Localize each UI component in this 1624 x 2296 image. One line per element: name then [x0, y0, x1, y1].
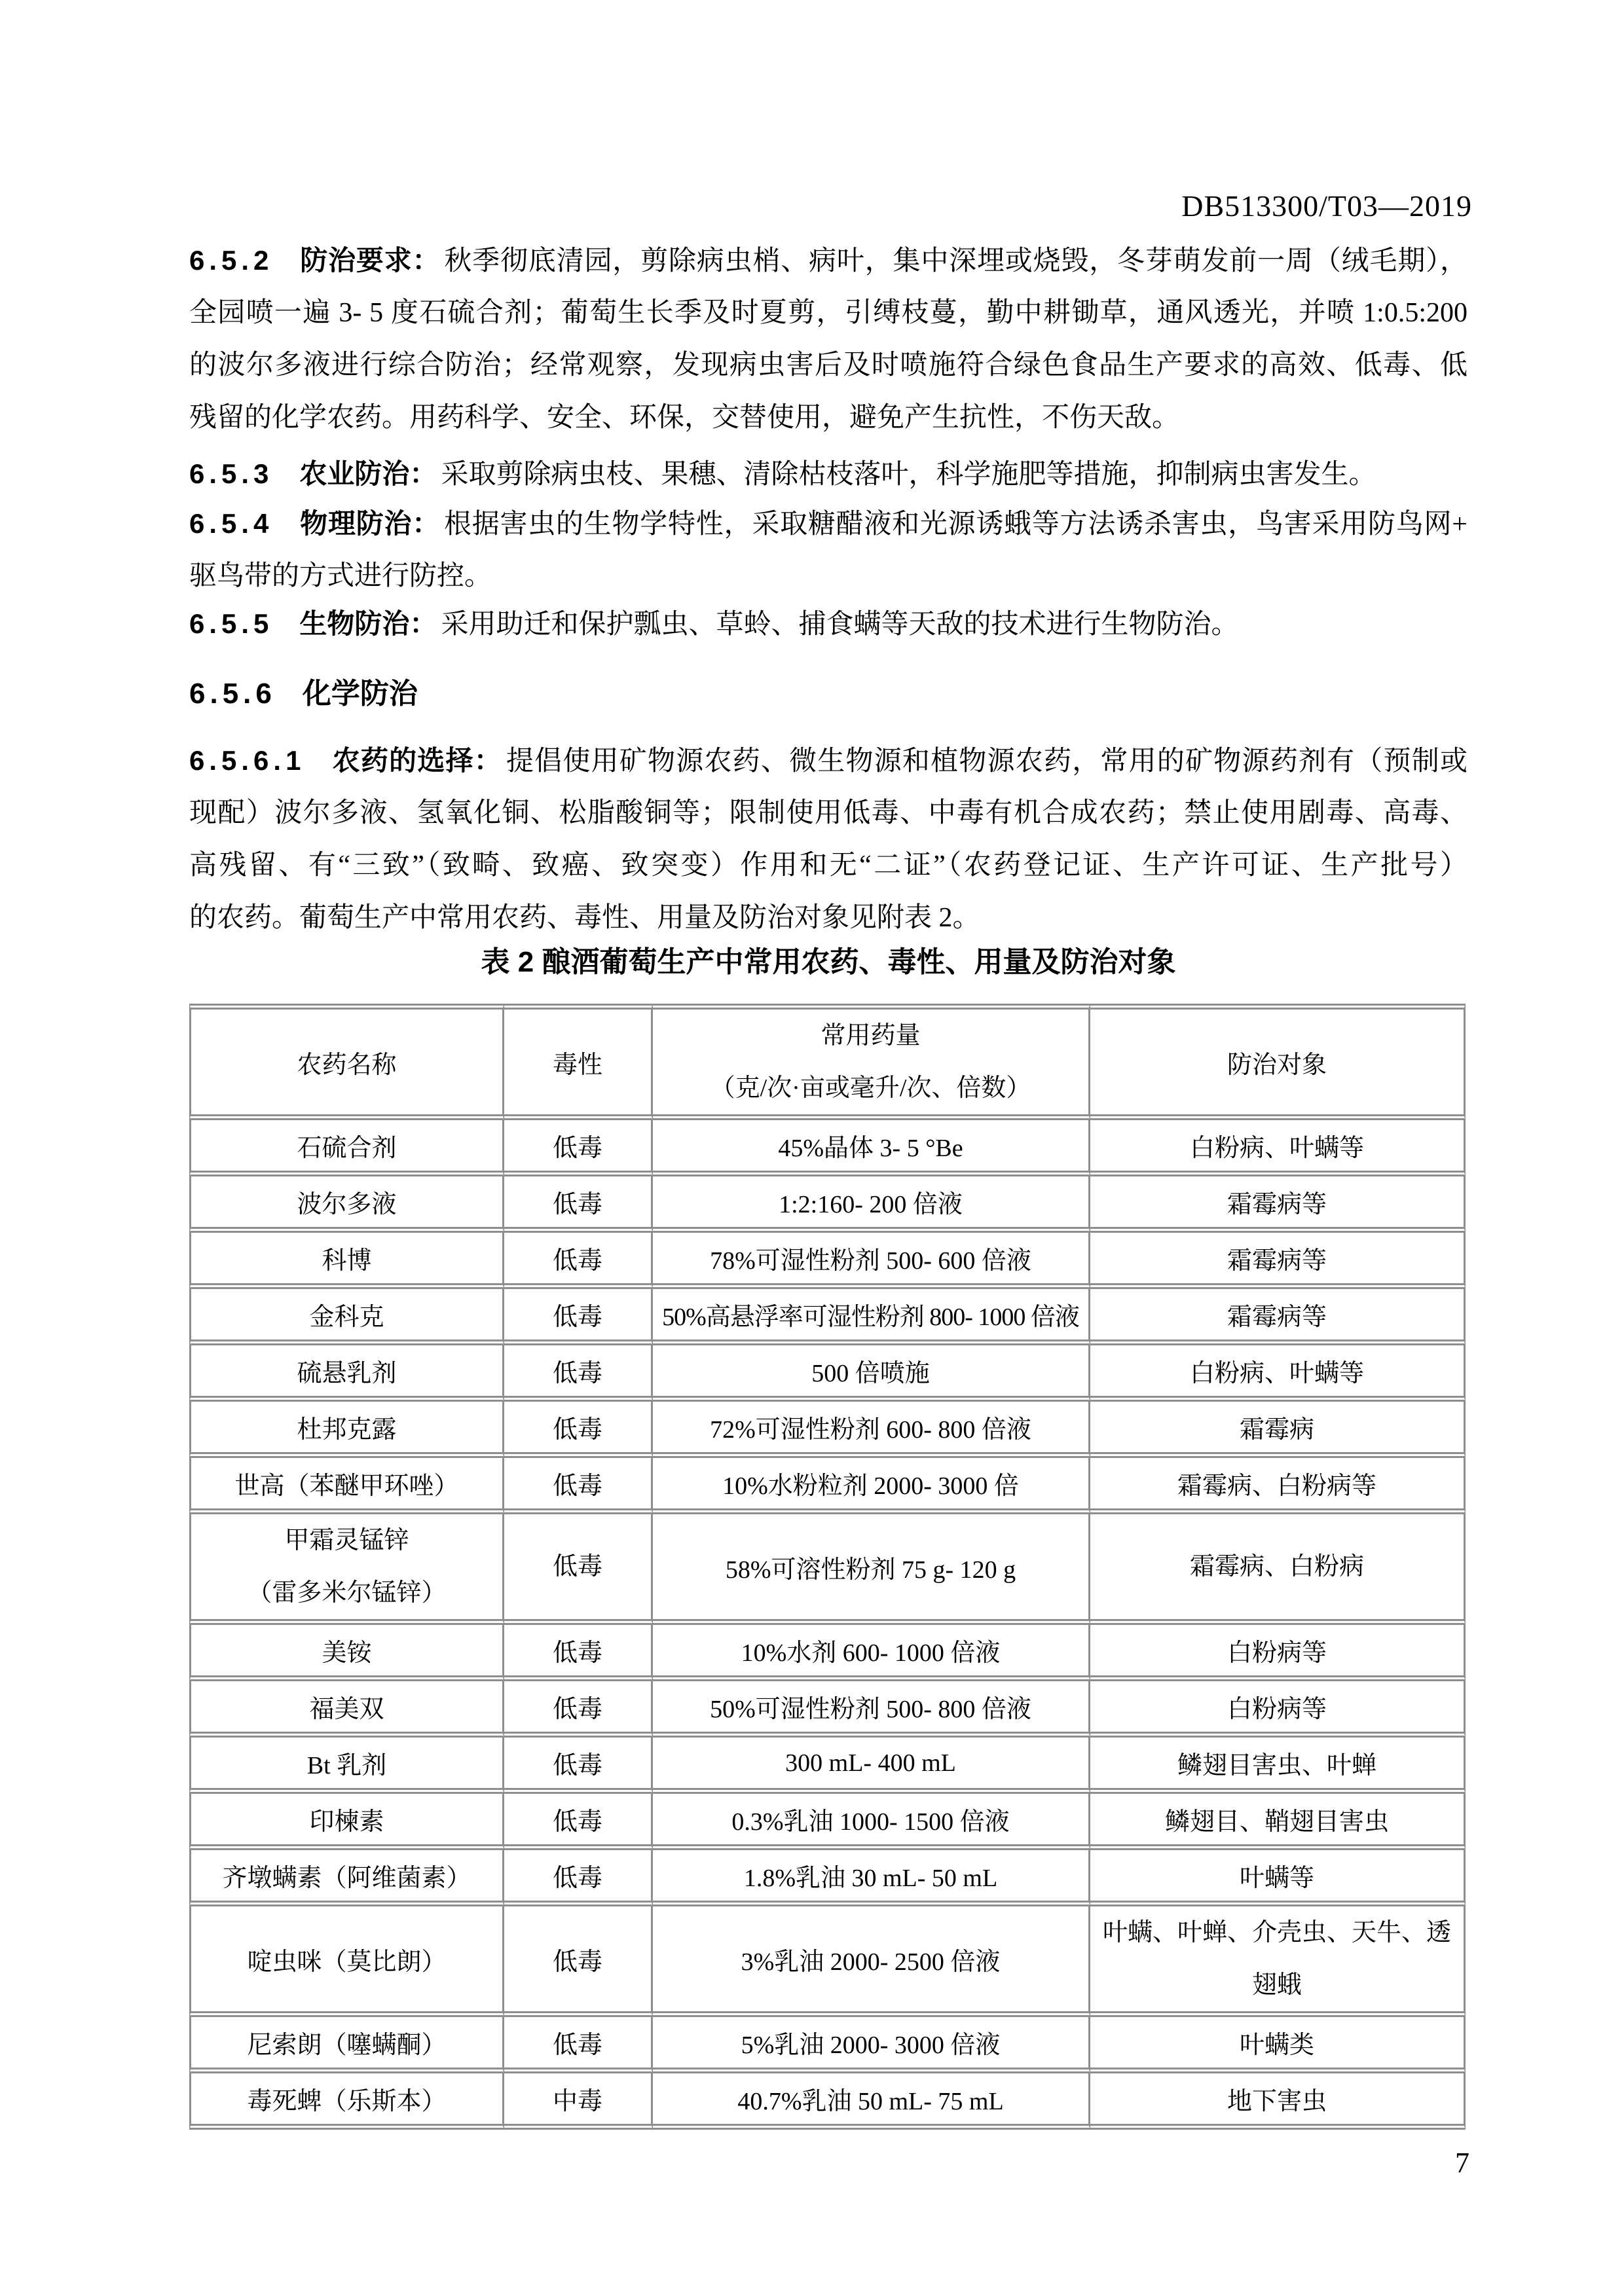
cell-pesticide-name: 波尔多液: [189, 1176, 504, 1233]
cell-pesticide-name: 美铵: [189, 1625, 504, 1681]
dosage-header-note: （克/次·亩或毫升/次、倍数）: [710, 1074, 1031, 1102]
col-pesticide-name: 农药名称: [189, 1004, 504, 1120]
text-line: 6.5.4 物理防治： 根据害虫的生物学特性，采取糖醋液和光源诱蛾等方法诱杀害虫，鸟害采用防鸟网+: [189, 508, 1467, 539]
clause-title: 物理防治：: [299, 508, 440, 539]
cell-target: 霜霉病等: [1090, 1176, 1466, 1233]
cell-target: 叶螨等: [1090, 1850, 1466, 1906]
cell-pesticide-name: 印楝素: [189, 1794, 504, 1850]
clause-paragraph: [189, 234, 1467, 444]
pesticide-table: [189, 1004, 1466, 2130]
table-row: [189, 1681, 1466, 1738]
clause-paragraph: [189, 498, 1467, 602]
cell-dosage: 3%乳油 2000- 2500 倍液: [653, 1906, 1090, 2017]
cell-toxicity: 低毒: [504, 1345, 653, 1402]
cell-target: 霜霉病、白粉病等: [1090, 1458, 1466, 1514]
cell-pesticide-name: 齐墩螨素（阿维菌素）: [189, 1850, 504, 1906]
clause-number: 6.5.6: [189, 678, 276, 710]
cell-pesticide-name: 杜邦克露: [189, 1402, 504, 1458]
clause-number: 6.5.2: [189, 245, 274, 276]
table-header-row: [189, 1004, 1466, 1120]
text-line: 的农药。葡萄生产中常用农药、毒性、用量及防治对象见附表 2。: [189, 903, 980, 933]
cell-toxicity: 低毒: [504, 1233, 653, 1289]
cell-dosage: 5%乳油 2000- 3000 倍液: [653, 2017, 1090, 2073]
cell-target: 霜霉病、白粉病: [1090, 1514, 1466, 1625]
cell-dosage: 10%水剂 600- 1000 倍液: [653, 1625, 1090, 1681]
standard-number: DB513300/T03—2019: [1181, 189, 1472, 223]
text-line: 6.5.3 农业防治： 采取剪除病虫枝、果穗、清除枯枝落叶，科学施肥等措施，抑制病虫害发生。: [189, 458, 1376, 490]
table-body: [189, 1120, 1466, 2130]
text-line: 残留的化学农药。用药科学、安全、环保，交替使用，避免产生抗性，不伤天敌。: [189, 403, 1180, 433]
cell-toxicity: 低毒: [504, 1906, 653, 2017]
text-line: 高残留、有“三致”（致畸、致癌、致突变）作用和无“二证”（农药登记证、生产许可证、生产批号）: [189, 850, 1467, 881]
table-row: [189, 1514, 1466, 1625]
cell-toxicity: 低毒: [504, 2017, 653, 2073]
table-row: [189, 2017, 1466, 2073]
cell-toxicity: 低毒: [504, 1120, 653, 1176]
cell-target: 霜霉病等: [1090, 1289, 1466, 1345]
cell-dosage: 1:2:160- 200 倍液: [653, 1176, 1090, 1233]
cell-target: 叶螨、叶蝉、介壳虫、天牛、透翅蛾: [1090, 1906, 1466, 2017]
clause-number: 6.5.4: [189, 508, 274, 539]
table-row: [189, 1345, 1466, 1402]
table-row: [189, 1850, 1466, 1906]
cell-dosage: 72%可湿性粉剂 600- 800 倍液: [653, 1402, 1090, 1458]
cell-target: 地下害虫: [1090, 2073, 1466, 2130]
cell-dosage: 1.8%乳油 30 mL- 50 mL: [653, 1850, 1090, 1906]
cell-dosage: 58%可溶性粉剂 75 g- 120 g: [653, 1514, 1090, 1625]
cell-pesticide-name: 毒死蜱（乐斯本）: [189, 2073, 504, 2130]
text-line: [189, 668, 1467, 720]
cell-target: 霜霉病等: [1090, 1233, 1466, 1289]
cell-target: 鳞翅目害虫、叶蝉: [1090, 1738, 1466, 1794]
col-dosage: [653, 1004, 1090, 1120]
name-line2: （雷多米尔锰锌）: [247, 1579, 447, 1607]
page-number: 7: [1455, 2147, 1469, 2179]
cell-toxicity: 低毒: [504, 1850, 653, 1906]
cell-toxicity: 低毒: [504, 1794, 653, 1850]
cell-toxicity: 低毒: [504, 1738, 653, 1794]
table-row: [189, 1289, 1466, 1345]
text-line: 驱鸟带的方式进行防控。: [189, 561, 492, 591]
clause-paragraph: [189, 448, 1467, 500]
text-line: 现配）波尔多液、氢氧化铜、松脂酸铜等；限制使用低毒、中毒有机合成农药；禁止使用剧毒、高毒、: [189, 798, 1467, 828]
cell-dosage: 50%高悬浮率可湿性粉剂 800- 1000 倍液: [653, 1289, 1090, 1345]
text-line: 6.5.6.1 农药的选择： 提倡使用矿物源农药、微生物源和植物源农药，常用的矿物源药剂有（预制或: [189, 745, 1467, 776]
cell-toxicity: 低毒: [504, 1289, 653, 1345]
col-target: 防治对象: [1090, 1004, 1466, 1120]
clause-title: 生物防治：: [299, 608, 437, 639]
cell-toxicity: 低毒: [504, 1625, 653, 1681]
cell-dosage: 10%水粉粒剂 2000- 3000 倍: [653, 1458, 1090, 1514]
table-row: [189, 2073, 1466, 2130]
cell-toxicity: 低毒: [504, 1681, 653, 1738]
cell-target: 白粉病、叶螨等: [1090, 1345, 1466, 1402]
clause-number: 6.5.5: [189, 608, 274, 639]
cell-target: 白粉病等: [1090, 1681, 1466, 1738]
table-row: [189, 1794, 1466, 1850]
cell-pesticide-name: 石硫合剂: [189, 1120, 504, 1176]
section-heading: [189, 668, 1467, 720]
clause-title: 农药的选择：: [331, 745, 502, 776]
text-line: 的波尔多液进行综合防治；经常观察，发现病虫害后及时喷施符合绿色食品生产要求的高效、低毒、低: [189, 350, 1467, 380]
clause-title: 农业防治：: [299, 458, 437, 489]
cell-dosage: 500 倍喷施: [653, 1345, 1090, 1402]
cell-pesticide-name: 尼索朗（噻螨酮）: [189, 2017, 504, 2073]
page-content: [189, 0, 1467, 2296]
cell-dosage: 40.7%乳油 50 mL- 75 mL: [653, 2073, 1090, 2130]
cell-pesticide-name: 科博: [189, 1233, 504, 1289]
cell-pesticide-name: [189, 1514, 504, 1625]
cell-toxicity: 低毒: [504, 1458, 653, 1514]
cell-dosage: 50%可湿性粉剂 500- 800 倍液: [653, 1681, 1090, 1738]
text-line: 全园喷一遍 3- 5 度石硫合剂；葡萄生长季及时夏剪，引缚枝蔓，勤中耕锄草，通风透光，并喷 1:0.5:200: [189, 298, 1467, 328]
table-row: [189, 1625, 1466, 1681]
text-line: 6.5.2 防治要求： 秋季彻底清园，剪除病虫梢、病叶，集中深埋或烧毁，冬芽萌发前一周（绒毛期），: [189, 245, 1467, 276]
table-title: 表 2 酿酒葡萄生产中常用农药、毒性、用量及防治对象: [481, 946, 1176, 978]
cell-target: 白粉病等: [1090, 1625, 1466, 1681]
cell-toxicity: 中毒: [504, 2073, 653, 2130]
cell-pesticide-name: 福美双: [189, 1681, 504, 1738]
table-row: [189, 1176, 1466, 1233]
cell-pesticide-name: 世高（苯醚甲环唑）: [189, 1458, 504, 1514]
cell-pesticide-name: 硫悬乳剂: [189, 1345, 504, 1402]
table-row: [189, 1906, 1466, 2017]
name-line1: 甲霜灵锰锌: [284, 1527, 409, 1554]
table-row: [189, 1402, 1466, 1458]
text-line: 6.5.5 生物防治： 采用助迁和保护瓢虫、草蛉、捕食螨等天敌的技术进行生物防治。: [189, 608, 1239, 640]
cell-toxicity: 低毒: [504, 1514, 653, 1625]
cell-pesticide-name: 啶虫咪（莫比朗）: [189, 1906, 504, 2017]
cell-dosage: 78%可湿性粉剂 500- 600 倍液: [653, 1233, 1090, 1289]
clause-paragraph: [189, 598, 1467, 650]
table-row: [189, 1233, 1466, 1289]
cell-pesticide-name: Bt 乳剂: [189, 1738, 504, 1794]
clause-title: 化学防治: [302, 678, 418, 710]
table-row: [189, 1738, 1466, 1794]
clause-title: 防治要求：: [299, 245, 441, 276]
table-header: [189, 1004, 1466, 1120]
cell-target: 叶螨类: [1090, 2017, 1466, 2073]
cell-dosage: 0.3%乳油 1000- 1500 倍液: [653, 1794, 1090, 1850]
table-row: [189, 1458, 1466, 1514]
cell-target: 鳞翅目、鞘翅目害虫: [1090, 1794, 1466, 1850]
cell-toxicity: 低毒: [504, 1176, 653, 1233]
cell-toxicity: 低毒: [504, 1402, 653, 1458]
clause-number: 6.5.6.1: [189, 745, 306, 776]
table-row: [189, 1120, 1466, 1176]
cell-pesticide-name: 金科克: [189, 1289, 504, 1345]
clause-number: 6.5.3: [189, 458, 274, 489]
col-toxicity: 毒性: [504, 1004, 653, 1120]
cell-target: 霜霉病: [1090, 1402, 1466, 1458]
clause-paragraph: [189, 735, 1467, 944]
cell-dosage: 300 mL- 400 mL: [653, 1738, 1090, 1794]
cell-target: 白粉病、叶螨等: [1090, 1120, 1466, 1176]
cell-dosage: 45%晶体 3- 5 °Be: [653, 1120, 1090, 1176]
dosage-header-line1: 常用药量: [821, 1022, 921, 1049]
